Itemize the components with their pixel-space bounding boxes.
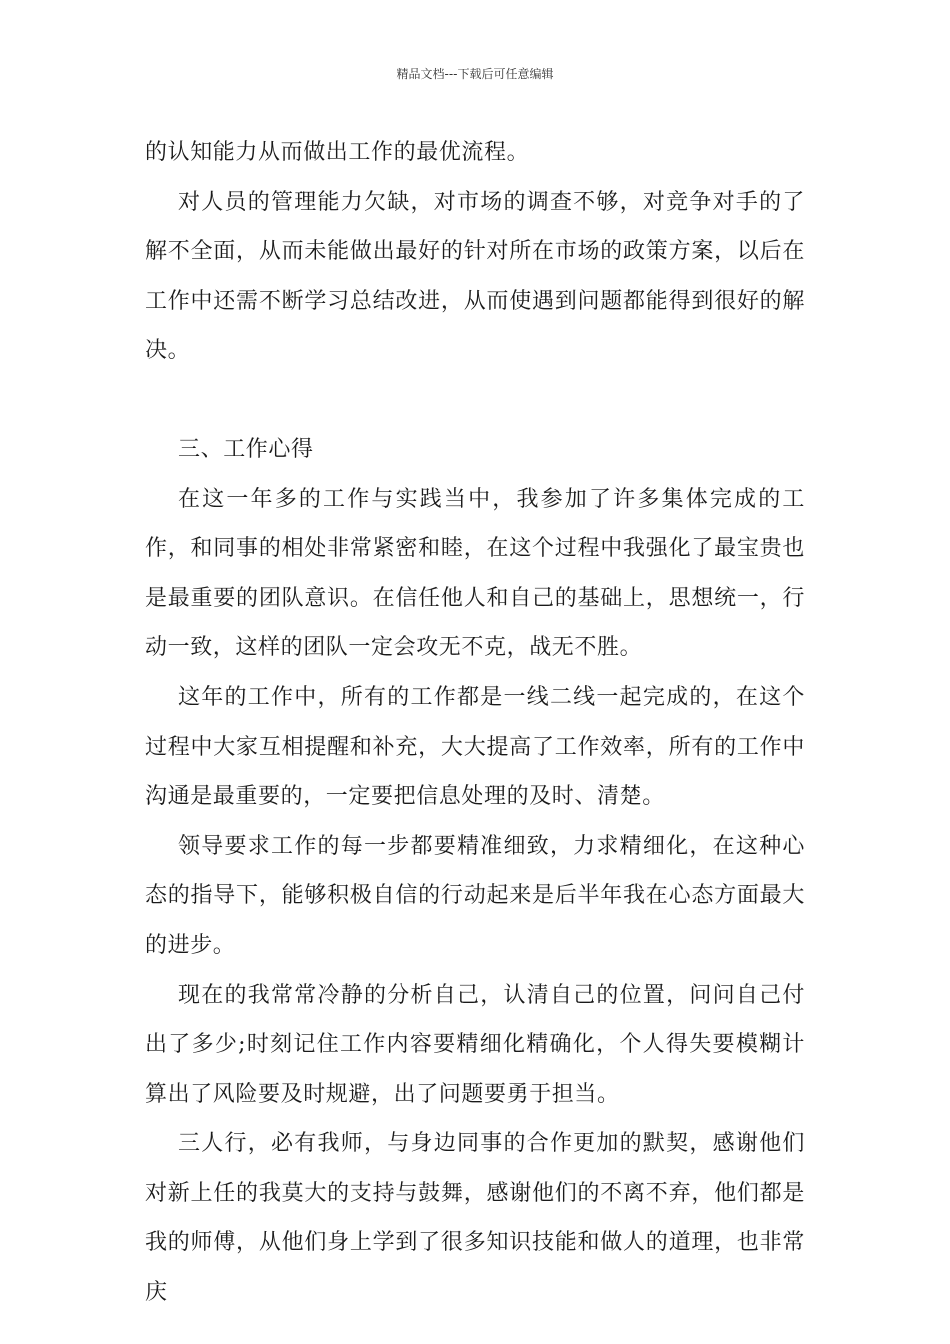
page-header: 精品文档---下载后可任意编辑 — [396, 67, 554, 81]
paragraph: 领导要求工作的每一步都要精准细致，力求精细化，在这种心态的指导下，能够积极自信的行动起来是后半年我在心态方面最大的进步。 — [145, 833, 805, 958]
paragraph: 现在的我常常冷静的分析自己，认清自己的位置，问问自己付出了多少;时刻记住工作内容要精细化精确化，个人得失要模糊计算出了风险要及时规避，出了问题要勇于担当。 — [145, 982, 805, 1107]
paragraph: 对人员的管理能力欠缺，对市场的调查不够，对竞争对手的了解不全面，从而未能做出最好的针对所在市场的政策方案，以后在工作中还需不断学习总结改进，从而使遇到问题都能得到很好的解决。 — [145, 189, 805, 364]
paragraph-continuation: 的认知能力从而做出工作的最优流程。 — [145, 140, 530, 165]
document-body — [145, 128, 805, 1318]
paragraph: 这年的工作中，所有的工作都是一线二线一起完成的，在这个过程中大家互相提醒和补充，大大提高了工作效率，所有的工作中沟通是最重要的，一定要把信息处理的及时、清楚。 — [145, 684, 805, 810]
paragraph: 三人行，必有我师，与身边同事的合作更加的默契，感谢他们对新上任的我莫大的支持与鼓舞，感谢他们的不离不弃，他们都是我的师傅，从他们身上学到了很多知识技能和做人的道理，也非常庆 — [145, 1131, 805, 1306]
paragraph: 在这一年多的工作与实践当中，我参加了许多集体完成的工作，和同事的相处非常紧密和睦，在这个过程中我强化了最宝贵也是最重要的团队意识。在信任他人和自己的基础上，思想统一，行动一致，这样的团队一定会攻无不克，战无不胜。 — [145, 486, 805, 661]
section-heading: 三、工作心得 — [178, 436, 314, 462]
